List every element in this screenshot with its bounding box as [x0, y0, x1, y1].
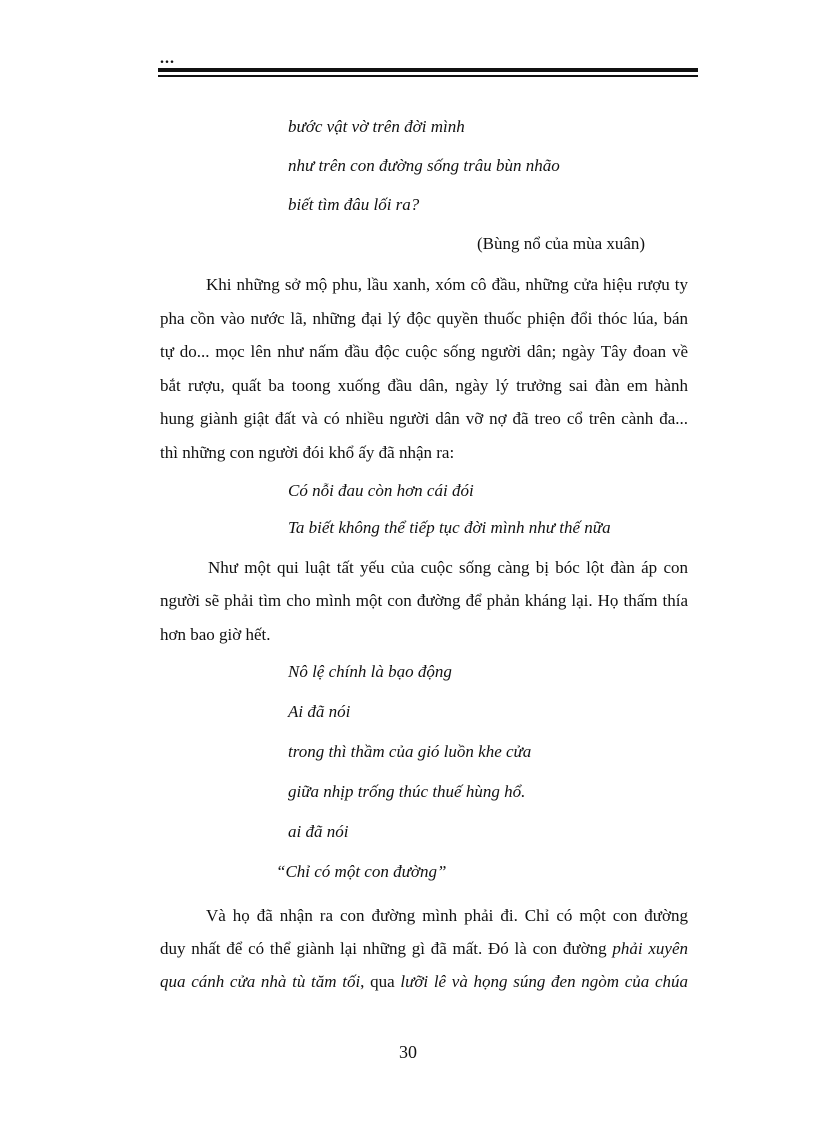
paragraph-emphasis: phải xuyên	[612, 939, 688, 958]
header-mark: ...	[160, 50, 175, 67]
paragraph-line: Và họ đã nhận ra con đường mình phải đi. Chỉ có một con đường	[206, 906, 688, 925]
verse-line: trong thì thầm của gió luồn khe cửa	[288, 742, 532, 761]
paragraph-line: tự do... mọc lên như nấm đầu độc cuộc sống người dân; ngày Tây đoan về	[160, 342, 688, 361]
paragraph-line: bắt rượu, quất ba toong xuống đầu dân, ngày lý trưởng sai đàn em hành	[160, 376, 688, 395]
paragraph-text: , qua	[360, 972, 395, 991]
verse-line: Ta biết không thể tiếp tục đời mình như thế nữa	[288, 518, 611, 537]
verse-line: “Chỉ có một con đường”	[276, 862, 447, 881]
paragraph-emphasis: qua cánh cửa nhà tù tăm tối	[160, 972, 361, 991]
verse-line: ai đã nói	[288, 822, 349, 841]
header-rule-thin	[158, 75, 698, 77]
paragraph-text: duy nhất để có thể giành lại những gì đã mất. Đó là con đường	[160, 939, 607, 958]
paragraph-line: Khi những sở mộ phu, lầu xanh, xóm cô đầu, những cửa hiệu rượu ty	[206, 275, 688, 294]
verse-line: Nô lệ chính là bạo động	[288, 662, 452, 681]
paragraph-line: hung giành giật đất và có nhiều người dân vỡ nợ đã treo cổ trên cành đa...	[160, 409, 688, 428]
verse-line: giữa nhịp trống thúc thuế hùng hổ.	[288, 782, 526, 801]
page-number: 30	[399, 1042, 417, 1062]
verse-line: Ai đã nói	[288, 702, 351, 721]
verse-line: như trên con đường sống trâu bùn nhão	[288, 156, 560, 175]
paragraph-line: thì những con người đói khổ ấy đã nhận ra:	[160, 443, 455, 462]
paragraph-emphasis: lưỡi lê và họng súng đen ngòm của chúa	[400, 972, 689, 991]
verse-citation: (Bùng nổ của mùa xuân)	[477, 234, 646, 253]
verse-line: Có nỗi đau còn hơn cái đói	[288, 481, 474, 500]
paragraph-line	[160, 939, 688, 959]
verse-line: bước vật vờ trên đời mình	[288, 117, 465, 136]
paragraph-line: người sẽ phải tìm cho mình một con đường để phản kháng lại. Họ thấm thía	[160, 591, 688, 610]
paragraph-line: hơn bao giờ hết.	[160, 625, 271, 644]
paragraph-line: pha cồn vào nước lã, những đại lý độc quyền thuốc phiện đổi thóc lúa, bán	[160, 309, 688, 328]
paragraph-line	[160, 972, 688, 992]
paragraph-line: Như một qui luật tất yếu của cuộc sống càng bị bóc lột đàn áp con	[208, 558, 688, 577]
header-rule-thick	[158, 68, 698, 72]
verse-line: biết tìm đâu lối ra?	[288, 195, 420, 214]
